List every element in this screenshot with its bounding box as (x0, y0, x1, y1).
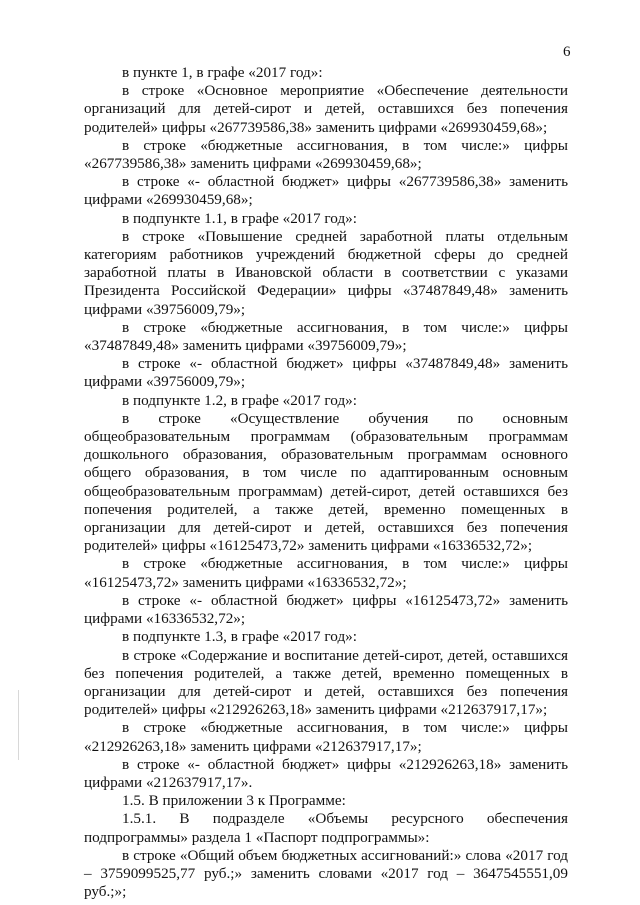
paragraph: в строке «бюджетные ассигнования, в том числе:» цифры «16125473,72» заменить цифрами «16336532,72»; (84, 555, 568, 591)
paragraph: в строке «Повышение средней заработной платы отдельным категориям работников учреждений бюджетной сферы до средней заработной платы в Ивановской области в соответствии с указами Президента Российской Федерации» цифры «37487849,48» заменить цифрами «39756009,79»; (84, 227, 568, 318)
paragraph: в строке «Основное мероприятие «Обеспечение деятельности организаций для детей-сирот и детей, оставшихся без попечения родителей» цифры «267739586,38» заменить цифрами «269930459,68»; (84, 82, 568, 136)
paragraph: в строке «бюджетные ассигнования, в том числе:» цифры «267739586,38» заменить цифрами «269930459,68»; (84, 136, 568, 173)
paragraph: в подпункте 1.2, в графе «2017 год»: (122, 391, 357, 409)
paragraph: в строке «- областной бюджет» цифры «37487849,48» заменить цифрами «39756009,79»; (84, 355, 568, 391)
paragraph: 1.5. В приложении 3 к Программе: (122, 792, 346, 810)
paragraph: в подпункте 1.1, в графе «2017 год»: (122, 209, 357, 227)
page-number: 6 (563, 44, 571, 60)
paragraph: в пункте 1, в графе «2017 год»: (122, 64, 323, 81)
paragraph: в строке «Осуществление обучения по основным общеобразовательным программам (образовательным программам дошкольного образования, образовательным программам основного общего образования, в том числе по адаптированным основным общеобразовательным программам) детей-сирот, детей оставшихся без попечения родителей, а также детей, временно помещенных в организации для детей-сирот и детей, оставшихся без попечения родителей» цифры «16125473,72» заменить цифрами «16336532,72»; (84, 409, 568, 555)
document-body (84, 64, 568, 901)
paragraph: в строке «бюджетные ассигнования, в том числе:» цифры «212926263,18» заменить цифрами «212637917,17»; (84, 719, 568, 755)
paragraph: в строке «- областной бюджет» цифры «267739586,38» заменить цифрами «269930459,68»; (84, 173, 568, 209)
paragraph: в строке «Содержание и воспитание детей-сирот, детей, оставшихся без попечения родителей, а также детей, временно помещенных в организации для детей-сирот и детей, оставшихся без попечения родителей» цифры «212926263,18» заменить цифрами «212637917,17»; (84, 646, 568, 719)
paragraph: в подпункте 1.3, в графе «2017 год»: (122, 628, 357, 646)
paragraph: в строке «- областной бюджет» цифры «212926263,18» заменить цифрами «212637917,17». (84, 755, 568, 791)
paragraph: в строке «- областной бюджет» цифры «16125473,72» заменить цифрами «16336532,72»; (84, 591, 568, 628)
scan-margin-mark (18, 690, 19, 760)
paragraph: в строке «Общий объем бюджетных ассигнований:» слова «2017 год – 3759099525,77 руб.;» заменить словами «2017 год – 3647545551,09 руб.;»; (84, 846, 568, 901)
paragraph: в строке «бюджетные ассигнования, в том числе:» цифры «37487849,48» заменить цифрами «39756009,79»; (84, 318, 568, 355)
paragraph: 1.5.1. В подразделе «Объемы ресурсного обеспечения подпрограммы» раздела 1 «Паспорт подпрограммы»: (84, 810, 568, 846)
